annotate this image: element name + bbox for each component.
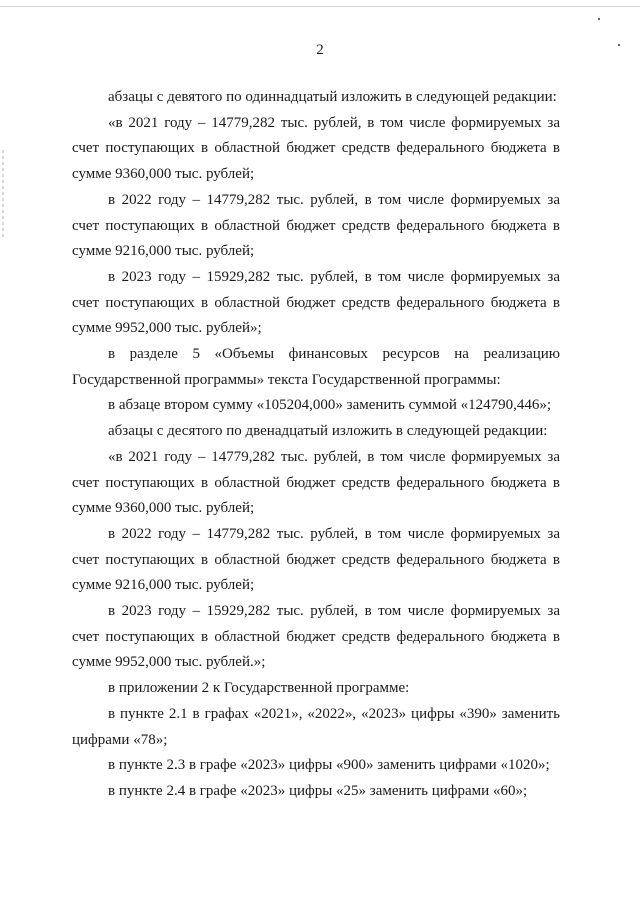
paragraph: в разделе 5 «Объемы финансовых ресурсов на реализацию Государственной программы» текста Государственной программы: xyxy=(72,346,560,388)
paragraph: в абзаце втором сумму «105204,000» заменить суммой «124790,446»; xyxy=(108,397,552,414)
paragraph: в пункте 2.4 в графе «2023» цифры «25» заменить цифрами «60»; xyxy=(108,782,528,799)
scan-edge-line xyxy=(0,6,640,7)
paragraph: абзацы с десятого по двенадцатый изложить в следующей редакции: xyxy=(108,423,548,440)
page-number: 2 xyxy=(316,42,324,58)
paragraph: «в 2021 году – 14779,282 тыс. рублей, в том числе формируемых за счет поступающих в областной бюджет средств федерального бюджета в сумме 9360,000 тыс. рублей; xyxy=(72,114,560,183)
document-body xyxy=(72,85,560,805)
paragraph: в пункте 2.3 в графе «2023» цифры «900» заменить цифрами «1020»; xyxy=(108,757,550,774)
scan-margin-mark xyxy=(2,150,4,240)
paragraph: абзацы с девятого по одиннадцатый изложить в следующей редакции: xyxy=(108,89,557,105)
paragraph: «в 2021 году – 14779,282 тыс. рублей, в том числе формируемых за счет поступающих в областной бюджет средств федерального бюджета в сумме 9360,000 тыс. рублей; xyxy=(72,448,560,517)
scan-speck xyxy=(598,18,600,20)
paragraph: в пункте 2.1 в графах «2021», «2022», «2023» цифры «390» заменить цифрами «78»; xyxy=(72,705,560,748)
paragraph: в 2022 году – 14779,282 тыс. рублей, в том числе формируемых за счет поступающих в областной бюджет средств федерального бюджета в сумме 9216,000 тыс. рублей; xyxy=(72,191,560,260)
paragraph: в 2022 году – 14779,282 тыс. рублей, в том числе формируемых за счет поступающих в областной бюджет средств федерального бюджета в сумме 9216,000 тыс. рублей; xyxy=(72,525,560,594)
paragraph: в приложении 2 к Государственной программе: xyxy=(108,680,410,697)
paragraph: в 2023 году – 15929,282 тыс. рублей, в том числе формируемых за счет поступающих в областной бюджет средств федерального бюджета в сумме 9952,000 тыс. рублей»; xyxy=(72,268,560,337)
paragraph: в 2023 году – 15929,282 тыс. рублей, в том числе формируемых за счет поступающих в областной бюджет средств федерального бюджета в сумме 9952,000 тыс. рублей.»; xyxy=(72,603,560,671)
